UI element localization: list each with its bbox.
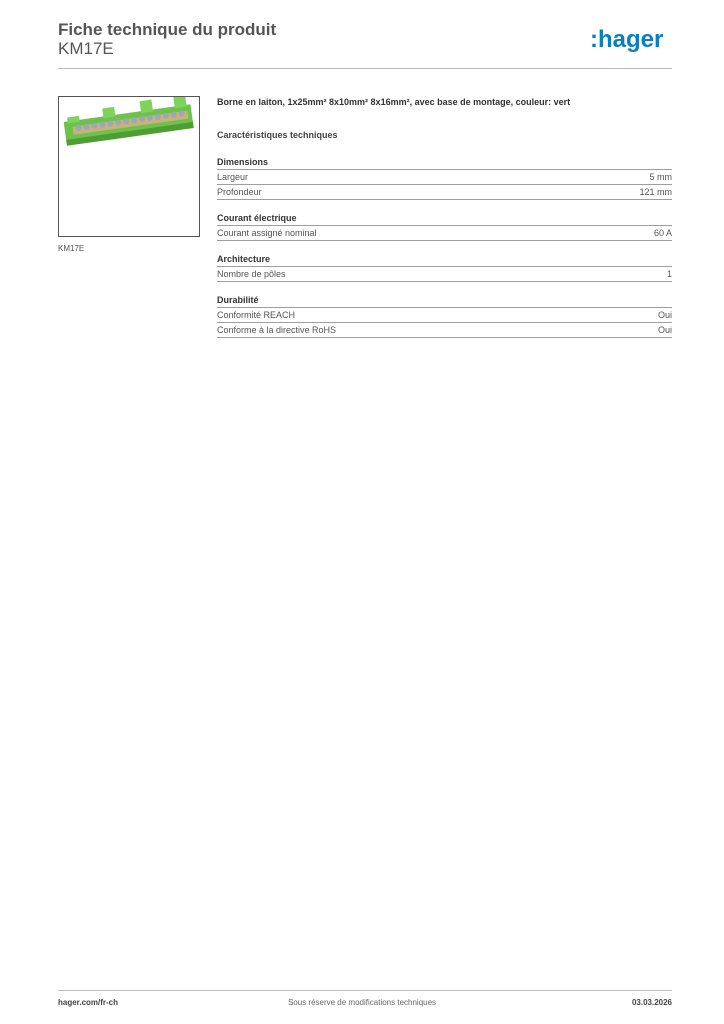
image-caption: KM17E	[58, 244, 85, 253]
spec-group-architecture	[217, 253, 672, 282]
hager-logo	[590, 26, 672, 52]
spec-value: 5 mm	[649, 172, 672, 182]
footer-website-link[interactable]: hager.com/fr-ch	[58, 998, 119, 1007]
product-reference: KM17E	[58, 39, 114, 58]
spec-group-title: Architecture	[217, 253, 672, 267]
spec-group-title: Dimensions	[217, 156, 672, 170]
spec-row-largeur	[217, 170, 672, 185]
spec-group-dimensions	[217, 156, 672, 200]
hager-logo-text: :hager	[590, 26, 664, 52]
spec-group-title: Courant électrique	[217, 212, 672, 226]
spec-row-rohs	[217, 323, 672, 338]
header-divider	[58, 68, 672, 69]
spec-label: Conforme à la directive RoHS	[217, 325, 337, 335]
spec-label: Profondeur	[217, 187, 262, 197]
spec-value: 121 mm	[639, 187, 672, 197]
spec-label: Courant assigné nominal	[217, 228, 317, 238]
spec-value: Oui	[657, 325, 672, 335]
spec-label: Largeur	[217, 172, 249, 182]
spec-row-courant-nominal	[217, 226, 672, 241]
document-header	[58, 20, 672, 70]
spec-row-profondeur	[217, 185, 672, 200]
spec-value: Oui	[657, 310, 672, 320]
spec-group-courant	[217, 212, 672, 241]
product-image	[58, 96, 200, 237]
spec-label: Nombre de pôles	[217, 269, 286, 279]
spec-value: 60 A	[653, 228, 672, 238]
spec-label: Conformité REACH	[217, 310, 296, 320]
spec-group-durabilite	[217, 294, 672, 338]
green-terminal-bar-image	[59, 97, 199, 236]
product-details	[217, 96, 672, 350]
page-title: Fiche technique du produit	[58, 20, 277, 39]
footer-date: 03.03.2026	[631, 998, 672, 1007]
spec-value: 1	[666, 269, 672, 279]
spec-group-title: Durabilité	[217, 294, 672, 308]
footer-divider	[58, 990, 672, 991]
product-description: Borne en laiton, 1x25mm² 8x10mm² 8x16mm², avec base de montage, couleur: vert	[217, 97, 571, 107]
specs-heading: Caractéristiques techniques	[217, 130, 338, 140]
footer-disclaimer: Sous réserve de modifications techniques	[287, 998, 437, 1007]
spec-row-nombre-poles	[217, 267, 672, 282]
spec-row-reach	[217, 308, 672, 323]
